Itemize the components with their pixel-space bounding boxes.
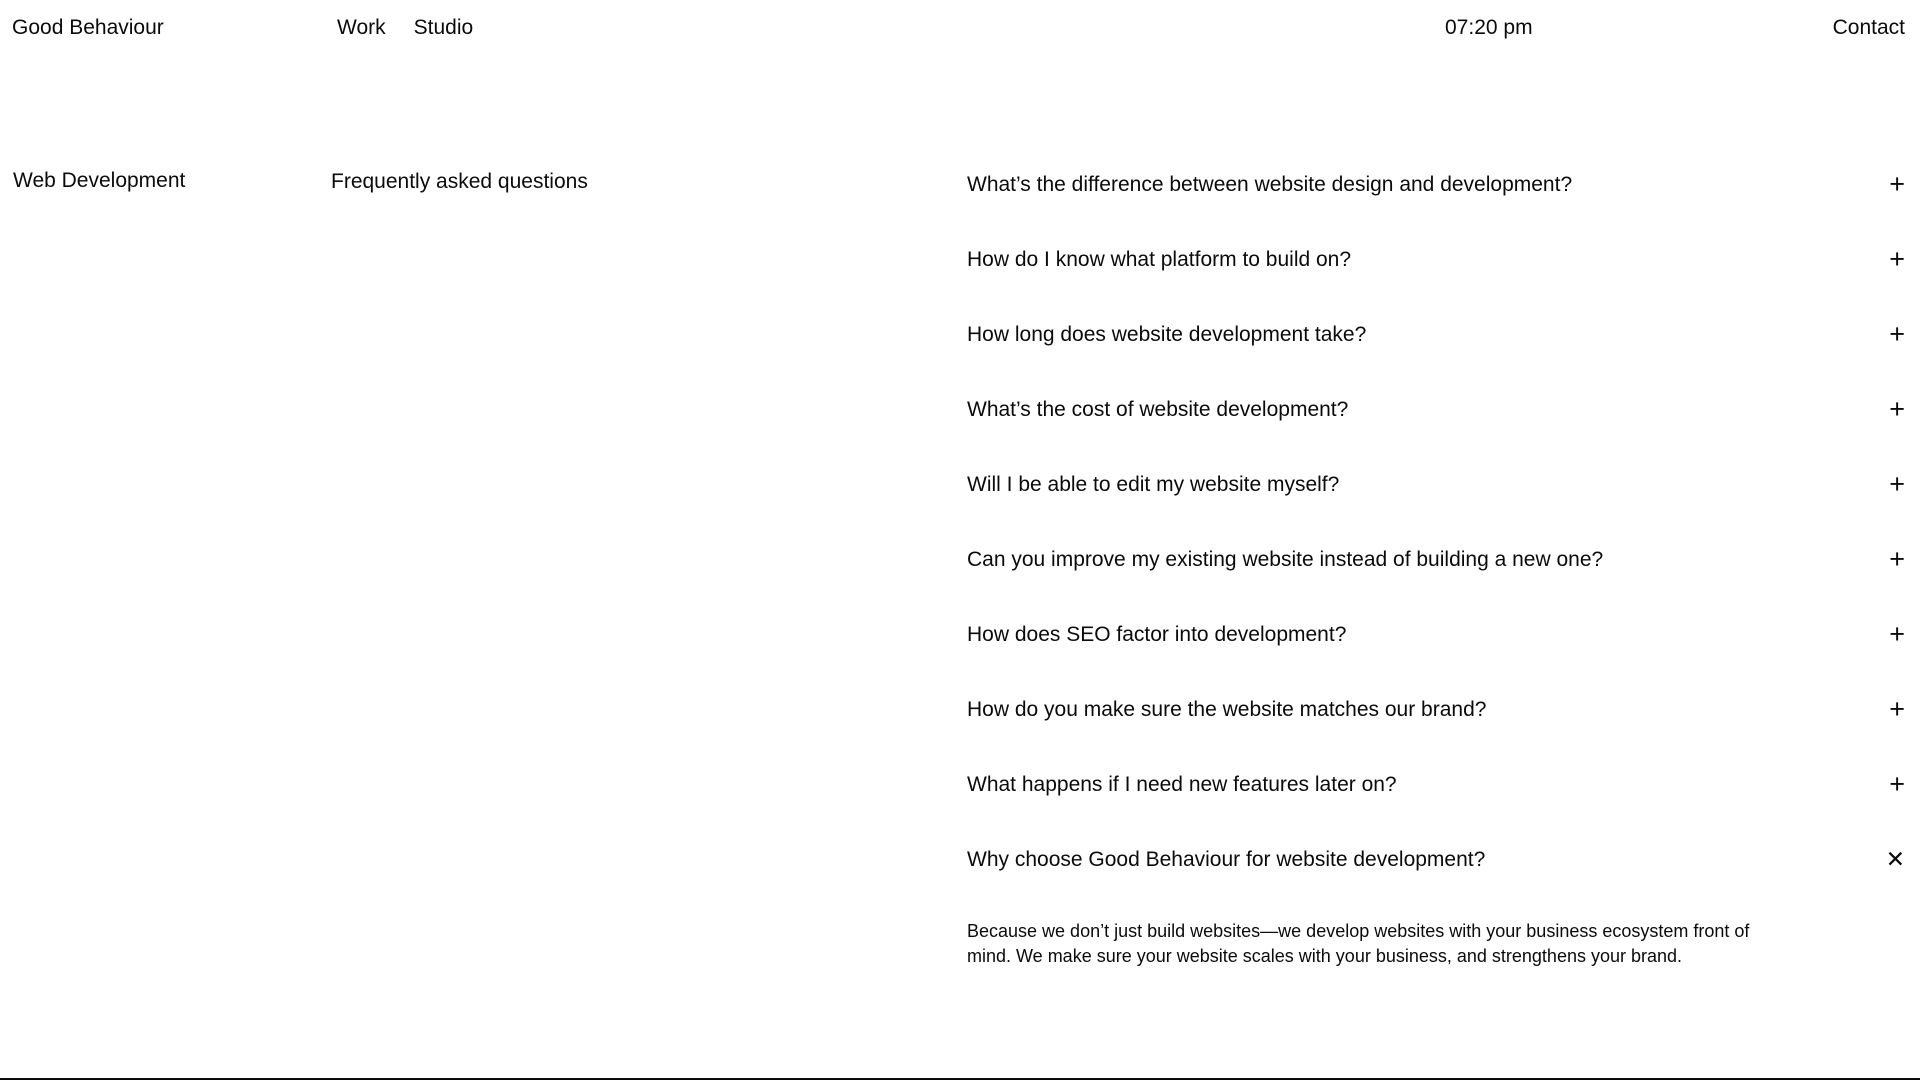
faq-question[interactable]: How do I know what platform to build on? [967, 247, 1352, 271]
faq-question[interactable]: How does SEO factor into development? [967, 622, 1347, 646]
faq-row[interactable] [967, 822, 1905, 897]
plus-icon[interactable]: + [1889, 244, 1905, 274]
faq-row[interactable] [967, 522, 1905, 597]
faq-item [967, 522, 1905, 597]
faq-item [967, 597, 1905, 672]
faq-question[interactable]: What’s the cost of website development? [967, 397, 1349, 421]
faq-row[interactable] [967, 147, 1905, 222]
nav-item-studio[interactable]: Studio [413, 16, 474, 39]
faq-item [967, 147, 1905, 222]
faq-row[interactable] [967, 297, 1905, 372]
plus-icon[interactable]: + [1889, 319, 1905, 349]
faq-item [967, 447, 1905, 522]
section-title: Web Development [13, 169, 186, 192]
faq-item [967, 222, 1905, 297]
faq-question[interactable]: How do you make sure the website matches our brand? [967, 697, 1487, 721]
plus-icon[interactable]: + [1889, 769, 1905, 799]
faq-item [967, 297, 1905, 372]
header [0, 0, 1920, 70]
faq-row[interactable] [967, 222, 1905, 297]
faq-question[interactable]: Can you improve my existing website instead of building a new one? [967, 547, 1604, 571]
faq-row[interactable] [967, 672, 1905, 747]
logo-link[interactable]: Good Behaviour [12, 16, 164, 39]
faq-row[interactable] [967, 447, 1905, 522]
faq-item [967, 672, 1905, 747]
faq-item [967, 747, 1905, 822]
faq-row[interactable] [967, 747, 1905, 822]
faq-question[interactable]: Will I be able to edit my website myself? [967, 472, 1340, 496]
faq-row[interactable] [967, 597, 1905, 672]
subsection-title: Frequently asked questions [331, 170, 588, 193]
main-nav [337, 16, 473, 40]
plus-icon[interactable]: + [1889, 469, 1905, 499]
faq-question[interactable]: What happens if I need new features later on? [967, 772, 1397, 796]
contact-link[interactable]: Contact [1832, 16, 1905, 39]
plus-icon[interactable]: + [1889, 619, 1905, 649]
local-time: 07:20 pm [1445, 16, 1533, 39]
bottom-divider [0, 1078, 1920, 1080]
faq-item [967, 822, 1905, 969]
faq-item [967, 372, 1905, 447]
faq-question[interactable]: Why choose Good Behaviour for website development? [967, 847, 1486, 871]
faq-answer: Because we don’t just build websites—we develop websites with your business ecosystem front of mind. We make sure your website scales with your business, and strengthens your brand. [967, 921, 1750, 966]
plus-icon[interactable]: + [1889, 169, 1905, 199]
plus-icon[interactable]: + [1889, 544, 1905, 574]
nav-item-work[interactable]: Work [337, 16, 386, 39]
faq-question[interactable]: What’s the difference between website design and development? [967, 172, 1573, 196]
faq-list [967, 147, 1905, 969]
close-icon[interactable]: ✕ [1885, 846, 1905, 872]
faq-question[interactable]: How long does website development take? [967, 322, 1367, 346]
plus-icon[interactable]: + [1889, 394, 1905, 424]
faq-row[interactable] [967, 372, 1905, 447]
plus-icon[interactable]: + [1889, 694, 1905, 724]
